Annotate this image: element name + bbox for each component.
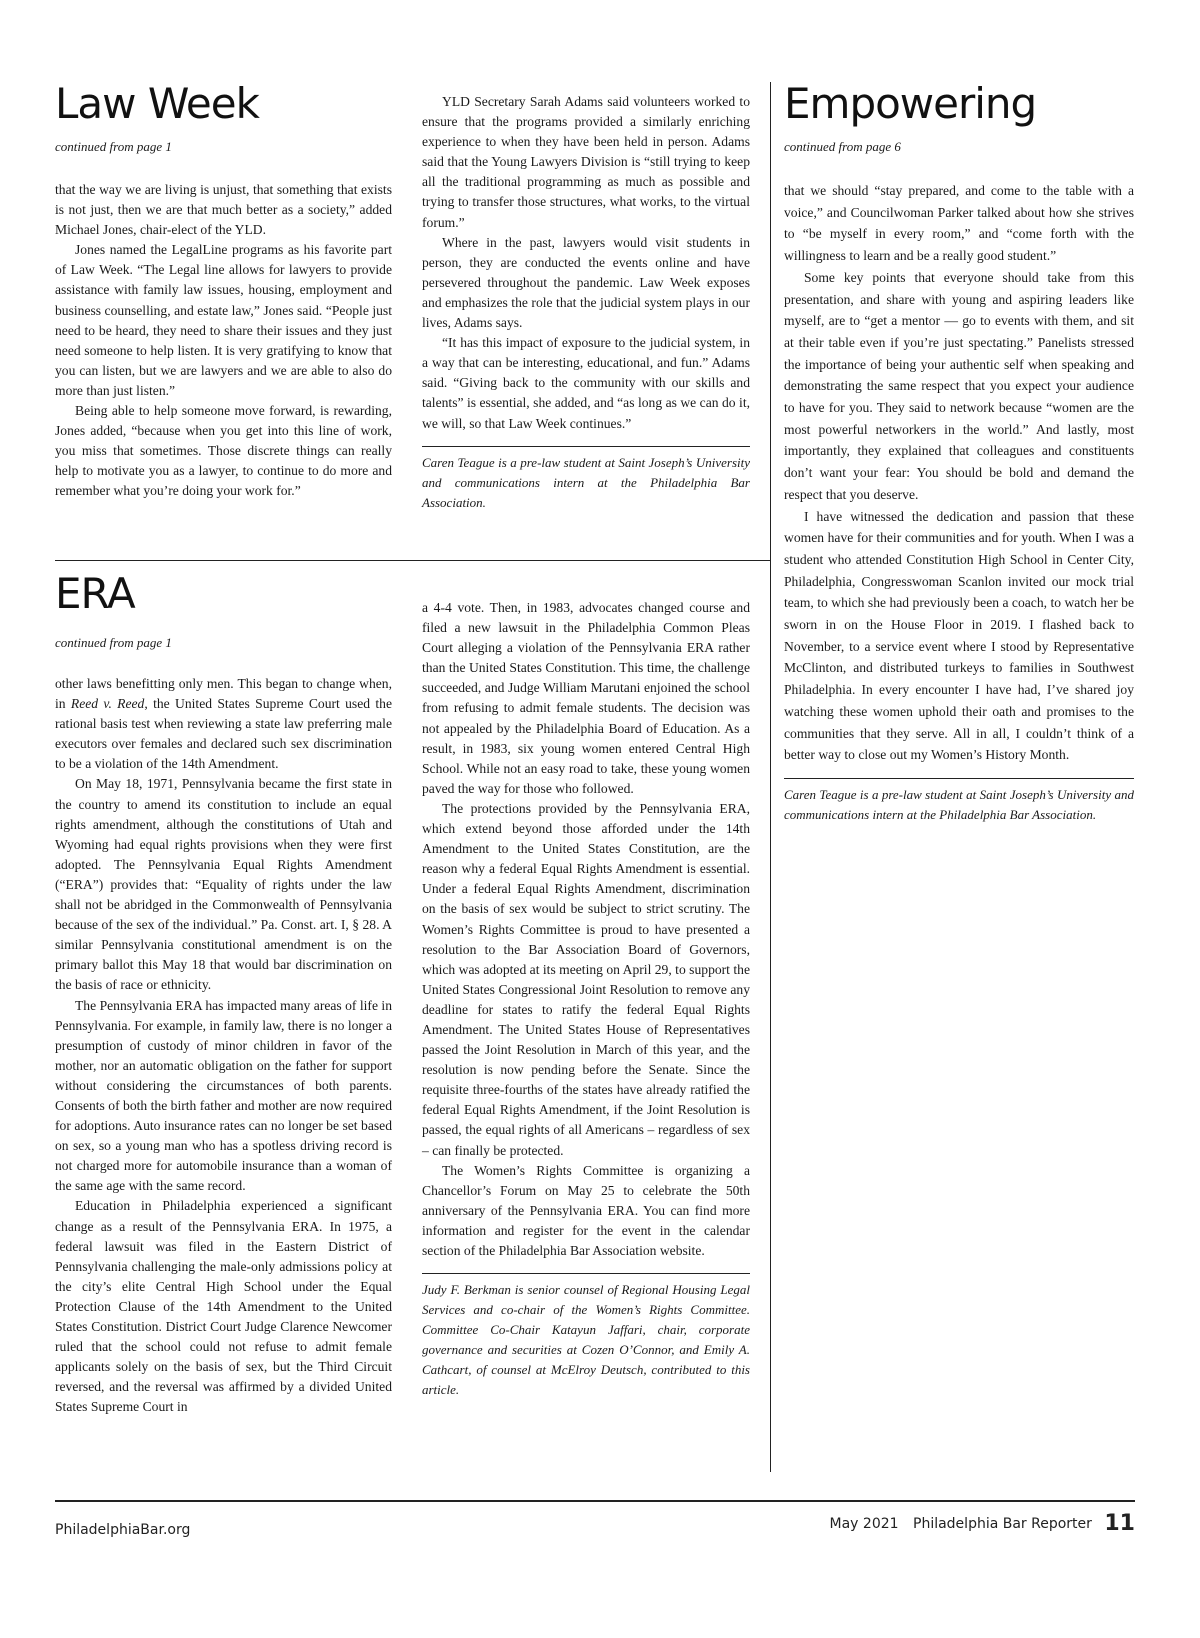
paragraph: Some key points that everyone should take from this presentation, and share with young and aspiring leaders like myself, are to “get a mentor — go to events with them, and sit at their table even if you’re just spectating.” Panelists stressed the importance of being your authentic self when speaking and demonstrating the same respect that you expect your audience to have for you. They said to network because “women are the most powerful networkers in the world.” And lastly, most importantly, they explained that colleagues and constituents don’t want your fear: You should be bold and demand the respect that you deserve. bbox=[784, 269, 1134, 502]
paragraph: The Women’s Rights Committee is organizing a Chancellor’s Forum on May 25 to celebrate the 50th anniversary of the Pennsylvania ERA. You can find more information and register for the event in the calendar section of the Philadelphia Bar Association website. bbox=[422, 1162, 750, 1258]
empowering-column bbox=[784, 180, 1134, 825]
empowering-headline: Empowering bbox=[784, 79, 1037, 128]
era-byline: Judy F. Berkman is senior counsel of Regional Housing Legal Services and co-chair of the Women’s Rights Committee. Committee Co-Chair Katayun Jaffari, chair, corporate governance and securities at Cozen O’Connor, and Emily A. Cathcart, of counsel at McElroy Deutsch, contributed to this article. bbox=[422, 1273, 750, 1400]
paragraph: The protections provided by the Pennsylvania ERA, which extend beyond those afforded under the 14th Amendment to the United States Constitution, are the reason why a federal Equal Rights Amendment is essential. Under a federal Equal Rights Amendment, discrimination on the basis of sex would be subject to strict scrutiny. The Women’s Rights Committee is proud to have presented a resolution to the Bar Association Board of Governors, which was adopted at its meeting on April 29, to support the United States Congressional Joint Resolution to remove any deadline for states to ratify the federal Equal Rights Amendment. The United States House of Representatives passed the Joint Resolution in March of this year, and the resolution is now pending before the Senate. Since the requisite three-fourths of the states have already ratified the federal Equal Rights Amendment, if the Joint Resolution is passed, the equal rights of all Americans – regardless of sex – can finally be protected. bbox=[422, 800, 750, 1158]
empowering-byline: Caren Teague is a pre-law student at Saint Joseph’s University and communications intern at the Philadelphia Bar Association. bbox=[784, 778, 1134, 825]
footer-publication: Philadelphia Bar Reporter bbox=[913, 1516, 1092, 1532]
page-number: 11 bbox=[1104, 1511, 1135, 1536]
text-span: other laws benefitting only men. This began to change when, in bbox=[55, 676, 392, 712]
era-column-2 bbox=[422, 598, 750, 1400]
law-week-byline: Caren Teague is a pre-law student at Saint Joseph’s University and communications intern at the Philadelphia Bar Association. bbox=[422, 446, 750, 513]
empowering-continued: continued from page 6 bbox=[784, 139, 901, 154]
paragraph: a 4-4 vote. Then, in 1983, advocates changed course and filed a new lawsuit in the Philadelphia Common Pleas Court alleging a violation of the Pennsylvania ERA rather than the United States Constitution. This time, the challenge succeeded, and Judge William Marutani enjoined the school from refusing to admit female students. The decision was not appealed by the Philadelphia Board of Education. As a result, in 1983, six young women entered Central High School. While not an easy road to take, these young women paved the way for those who followed. bbox=[422, 600, 750, 796]
paragraph: Being able to help someone move forward, is rewarding, Jones added, “because when you get into this line of work, you miss that sometimes. Those discrete things can really help to motivate you as a lawyer, to continue to do more and remember what you’re doing your work for.” bbox=[55, 403, 392, 499]
footer-site: PhiladelphiaBar.org bbox=[55, 1522, 191, 1538]
paragraph: Education in Philadelphia experienced a significant change as a result of the Pennsylvania ERA. In 1975, a federal lawsuit was filed in the Eastern District of Pennsylvania challenging the male-only admissions policy at the city’s elite Central High School under the Equal Protection Clause of the 14th Amendment to the United States Constitution. District Court Judge Clarence Newcomer ruled that the school could not refuse to admit female applicants solely on the basis of sex, but the Third Circuit reversed, and the reversal was affirmed by a divided United States Supreme Court in bbox=[55, 1198, 392, 1415]
law-week-column-1 bbox=[55, 180, 392, 502]
column-divider bbox=[770, 82, 771, 1472]
case-name: Reed v. Reed bbox=[70, 696, 145, 712]
text-span: , the United States Supreme Court used the rational basis test when reviewing a state law preferring male executors over females and declared such sex discrimination to be a violation of the 14th Amendment. bbox=[55, 696, 392, 772]
paragraph: The Pennsylvania ERA has impacted many areas of life in Pennsylvania. For example, in family law, there is no longer a presumption of custody of minor children in favor of the mother, nor an automatic obligation on the father for support without considering the circumstances of both parents. Consents of both the birth father and mother are now required for adoptions. Auto insurance rates can no longer be set based on sex, so a young man who has a spotless driving record is not charged more for automobile insurance than a woman of the same age with the same record. bbox=[55, 997, 392, 1194]
paragraph: Jones named the LegalLine programs as his favorite part of Law Week. “The Legal line allows for lawyers to provide assistance with family law issues, housing, employment and business counselling, and estate law,” Jones said. “People just need to be heard, they need to share their issues and they just need someone to help listen. It is very gratifying to know that you can listen, but we are lawyers and we are able to also do more than just listen.” bbox=[55, 242, 392, 398]
law-week-headline: Law Week bbox=[55, 79, 259, 128]
era-continued: continued from page 1 bbox=[55, 635, 172, 650]
paragraph bbox=[55, 674, 392, 774]
footer-rule bbox=[55, 1500, 1135, 1502]
paragraph: “It has this impact of exposure to the judicial system, in a way that can be interesting, educational, and fun.” Adams said. “Giving back to the community with our skills and talents” is essential, she added, and “as long as we can do it, we will, so that Law Week continues.” bbox=[422, 335, 750, 431]
paragraph: I have witnessed the dedication and passion that these women have for their communities and for youth. When I was a student who attended Constitution High School in Center City, Philadelphia, Congresswoman Scanlon invited our mock trial team, to which she had previously been a coach, to watch her be sworn in on the House Floor in 2019. I flashed back to November, to a service event where I stood by Representative McClinton, and distributed turkeys to families in Southwest Philadelphia. In every encounter I have had, I’ve shared joy watching these women uphold their oath and promises to the communities that they serve. All in all, I couldn’t think of a better way to close out my Women’s History Month. bbox=[784, 508, 1134, 763]
law-week-column-2 bbox=[422, 92, 750, 513]
law-week-continued: continued from page 1 bbox=[55, 139, 172, 154]
paragraph: that we should “stay prepared, and come to the table with a voice,” and Councilwoman Parker talked about how she strives to “be myself in every room,” and “come forth with the willingness to learn and be a really good student.” bbox=[784, 183, 1134, 264]
paragraph: Where in the past, lawyers would visit students in person, they are conducted the events online and have persevered throughout the pandemic. Law Week exposes and emphasizes the role that the judicial system plays in our lives, Adams says. bbox=[422, 234, 750, 331]
paragraph: that the way we are living is unjust, that something that exists is not just, then we are that much better as a society,” added Michael Jones, chair-elect of the YLD. bbox=[55, 182, 392, 238]
paragraph: On May 18, 1971, Pennsylvania became the first state in the country to amend its constitution to include an equal rights amendment, although the constitutions of Utah and Wyoming had equal rights provisions when they were first adopted. The Pennsylvania Equal Rights Amendment (“ERA”) provides that: “Equality of rights under the law shall not be abridged in the Commonwealth of Pennsylvania because of the sex of the individual.” Pa. Const. art. I, § 28. A similar Pennsylvania constitutional amendment is on the primary ballot this May 18 that would bar discrimination on the basis of race or ethnicity. bbox=[55, 776, 392, 993]
era-headline: ERA bbox=[55, 569, 135, 618]
footer-right bbox=[829, 1511, 1135, 1536]
section-divider bbox=[55, 560, 770, 561]
footer-issue: May 2021 bbox=[829, 1516, 899, 1532]
era-column-1 bbox=[55, 674, 392, 1417]
paragraph: YLD Secretary Sarah Adams said volunteers worked to ensure that the programs provided a similarly enriching experience to when they have been held in person. Adams said that the Young Lawyers Division is “still trying to keep all the traditional programming as much as possible and trying to transfer those structures, what works, to the virtual forum.” bbox=[422, 94, 750, 230]
